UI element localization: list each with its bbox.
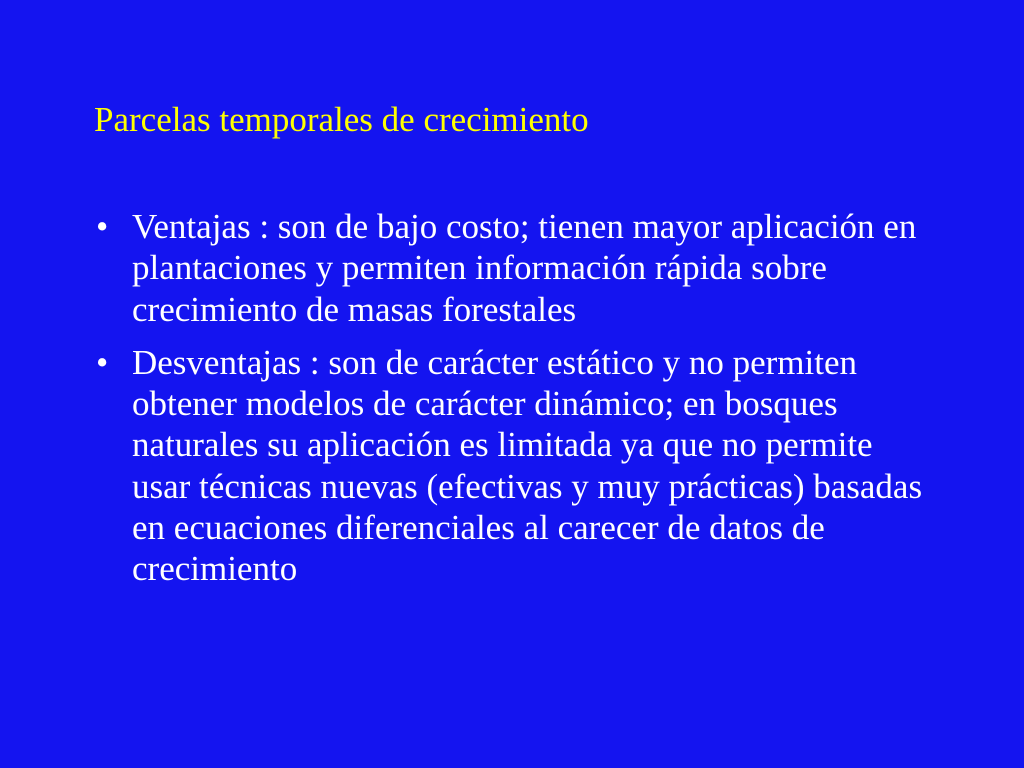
bullet-text: Desventajas : son de carácter estático y no permiten obtener modelos de carácter dinámico; en bosques naturales su aplicación es limitada ya que no permite usar técnicas nuevas (efectivas y muy prácticas) basadas en ecuaciones diferenciales al carecer de datos de crecimiento [132, 342, 923, 589]
bullet-item-desventajas [94, 342, 924, 590]
bullet-icon: • [96, 207, 109, 246]
bullet-icon: • [96, 342, 109, 382]
bullet-list [94, 206, 924, 602]
bullet-text: Ventajas : son de bajo costo; tienen mayor aplicación en plantaciones y permiten información rápida sobre crecimiento de masas forestales [132, 207, 917, 329]
bullet-item-ventajas [94, 206, 924, 330]
slide-title: Parcelas temporales de crecimiento [94, 100, 589, 139]
